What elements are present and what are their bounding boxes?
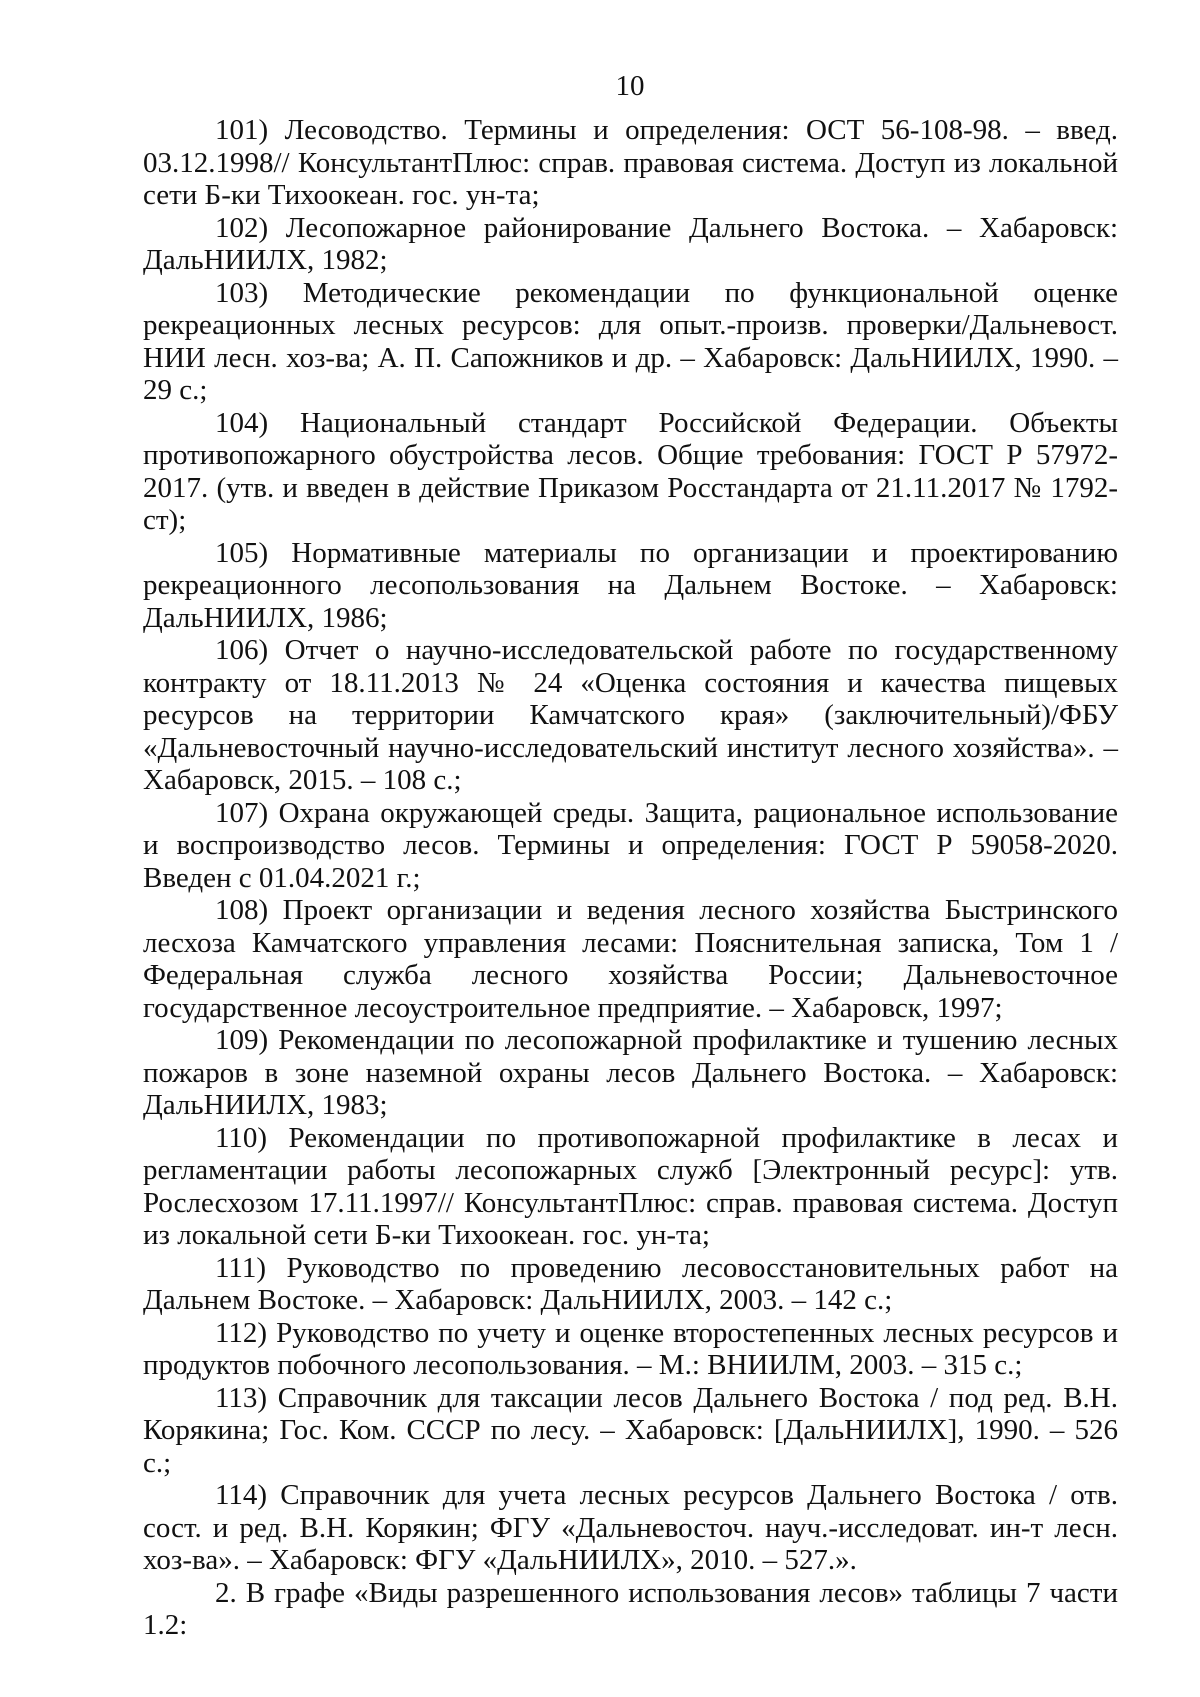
reference-104: 104) Национальный стандарт Российской Федерации. Объекты противопожарного обустройства лесов. Общие требования: ГОСТ Р 57972-2017. (утв. и введен в действие Приказом Росстандарта от 21.11.2017 № 1792-ст); — [143, 406, 1118, 536]
reference-111: 111) Руководство по проведению лесовосстановительных работ на Дальнем Востоке. – Хабаровск: ДальНИИЛХ, 2003. – 142 с.; — [143, 1251, 1118, 1316]
reference-112: 112) Руководство по учету и оценке второстепенных лесных ресурсов и продуктов побочного лесопользования. – М.: ВНИИЛМ, 2003. – 315 с.; — [143, 1316, 1118, 1381]
page-number: 10 — [615, 70, 645, 102]
reference-101: 101) Лесоводство. Термины и определения: ОСТ 56-108-98. – введ. 03.12.1998// КонсультантПлюс: справ. правовая система. Доступ из локальной сети Б-ки Тихоокеан. гос. ун-та; — [143, 114, 1118, 211]
reference-105: 105) Нормативные материалы по организации и проектированию рекреационного лесопользования на Дальнем Востоке. – Хабаровск: ДальНИИЛХ, 1986; — [143, 536, 1118, 634]
reference-102: 102) Лесопожарное районирование Дальнего Востока. – Хабаровск: ДальНИИЛХ, 1982; — [143, 211, 1118, 276]
amendment-item-2: 2. В графе «Виды разрешенного использования лесов» таблицы 7 части 1.2: — [143, 1576, 1118, 1641]
reference-108: 108) Проект организации и ведения лесного хозяйства Быстринского лесхоза Камчатского управления лесами: Пояснительная записка, Том 1 / Федеральная служба лесного хозяйства России; Дальневосточное государственное лесоустроительное предприятие. – Хабаровск, 1997; — [143, 894, 1118, 1024]
reference-113: 113) Справочник для таксации лесов Дальнего Востока / под ред. В.Н. Корякина; Гос. Ком. СССР по лесу. – Хабаровск: [ДальНИИЛХ], 1990. – 526 с.; — [143, 1381, 1118, 1479]
reference-107: 107) Охрана окружающей среды. Защита, рациональное использование и воспроизводство лесов. Термины и определения: ГОСТ Р 59058-2020. Введен с 01.04.2021 г.; — [143, 796, 1118, 894]
reference-110: 110) Рекомендации по противопожарной профилактике в лесах и регламентации работы лесопожарных служб [Электронный ресурс]: утв. Рослесхозом 17.11.1997// КонсультантПлюс: справ. правовая система. Доступ из локальной сети Б-ки Тихоокеан. гос. ун-та; — [143, 1121, 1118, 1251]
reference-106: 106) Отчет о научно-исследовательской работе по государственному контракту от 18.11.2013 № 24 «Оценка состояния и качества пищевых ресурсов на территории Камчатского края» (заключительный)/ФБУ «Дальневосточный научно-исследовательский институт лесного хозяйства». – Хабаровск, 2015. – 108 с.; — [143, 634, 1118, 796]
document-body — [143, 114, 1118, 1642]
reference-103: 103) Методические рекомендации по функциональной оценке рекреационных лесных ресурсов: для опыт.-произв. проверки/Дальневост. НИИ лесн. хоз-ва; А. П. Сапожников и др. – Хабаровск: ДальНИИЛХ, 1990. – 29 с.; — [143, 276, 1118, 406]
reference-109: 109) Рекомендации по лесопожарной профилактике и тушению лесных пожаров в зоне наземной охраны лесов Дальнего Востока. – Хабаровск: ДальНИИЛХ, 1983; — [143, 1024, 1118, 1121]
reference-114: 114) Справочник для учета лесных ресурсов Дальнего Востока / отв. сост. и ред. В.Н. Корякин; ФГУ «Дальневосточ. науч.-исследоват. ин-т лесн. хоз-ва». – Хабаровск: ФГУ «ДальНИИЛХ», 2010. – 527.». — [143, 1479, 1118, 1576]
